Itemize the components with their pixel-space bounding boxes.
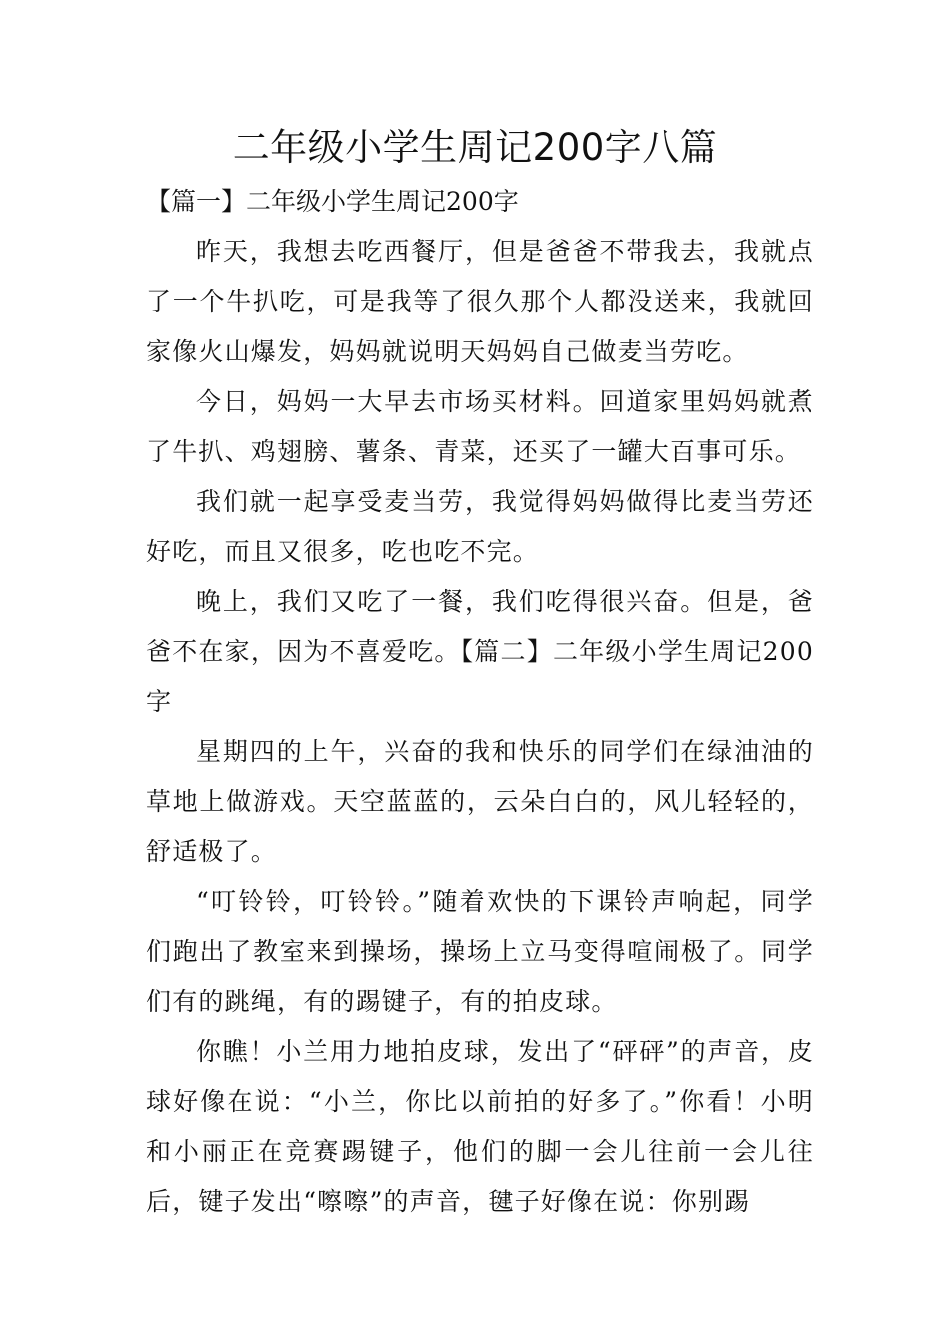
paragraph: 我们就一起享受麦当劳，我觉得妈妈做得比麦当劳还好吃，而且又很多，吃也吃不完。 <box>146 487 814 566</box>
paragraph: “叮铃铃，叮铃铃。”随着欢快的下课铃声响起，同学们跑出了教室来到操场，操场上立马变得喧闹极了。同学们有的跳绳，有的踢键子，有的拍皮球。 <box>146 887 814 1016</box>
paragraph: 晚上，我们又吃了一餐，我们吃得很兴奋。但是，爸爸不在家，因为不喜爱吃。【篇二】二年级小学生周记200字 <box>146 587 814 716</box>
paragraph: 今日，妈妈一大早去市场买材料。回道家里妈妈就煮了牛扒、鸡翅膀、薯条、青菜，还买了一罐大百事可乐。 <box>146 387 814 466</box>
document-title: 二年级小学生周记200字八篇 <box>232 126 718 169</box>
section-heading: 【篇一】二年级小学生周记200字 <box>146 187 519 216</box>
document-body <box>146 177 814 1227</box>
paragraph: 昨天，我想去吃西餐厅，但是爸爸不带我去，我就点了一个牛扒吃，可是我等了很久那个人都没送来，我就回家像火山爆发，妈妈就说明天妈妈自己做麦当劳吃。 <box>146 237 814 366</box>
paragraph: 你瞧！小兰用力地拍皮球，发出了“砰砰”的声音，皮球好像在说：“小兰，你比以前拍的好多了。”你看！小明和小丽正在竞赛踢键子，他们的脚一会儿往前一会儿往后，键子发出“嚓嚓”的声音，毽子好像在说：你别踢 <box>146 1037 814 1216</box>
paragraph: 星期四的上午，兴奋的我和快乐的同学们在绿油油的草地上做游戏。天空蓝蓝的，云朵白白的，风儿轻轻的，舒适极了。 <box>146 737 814 866</box>
